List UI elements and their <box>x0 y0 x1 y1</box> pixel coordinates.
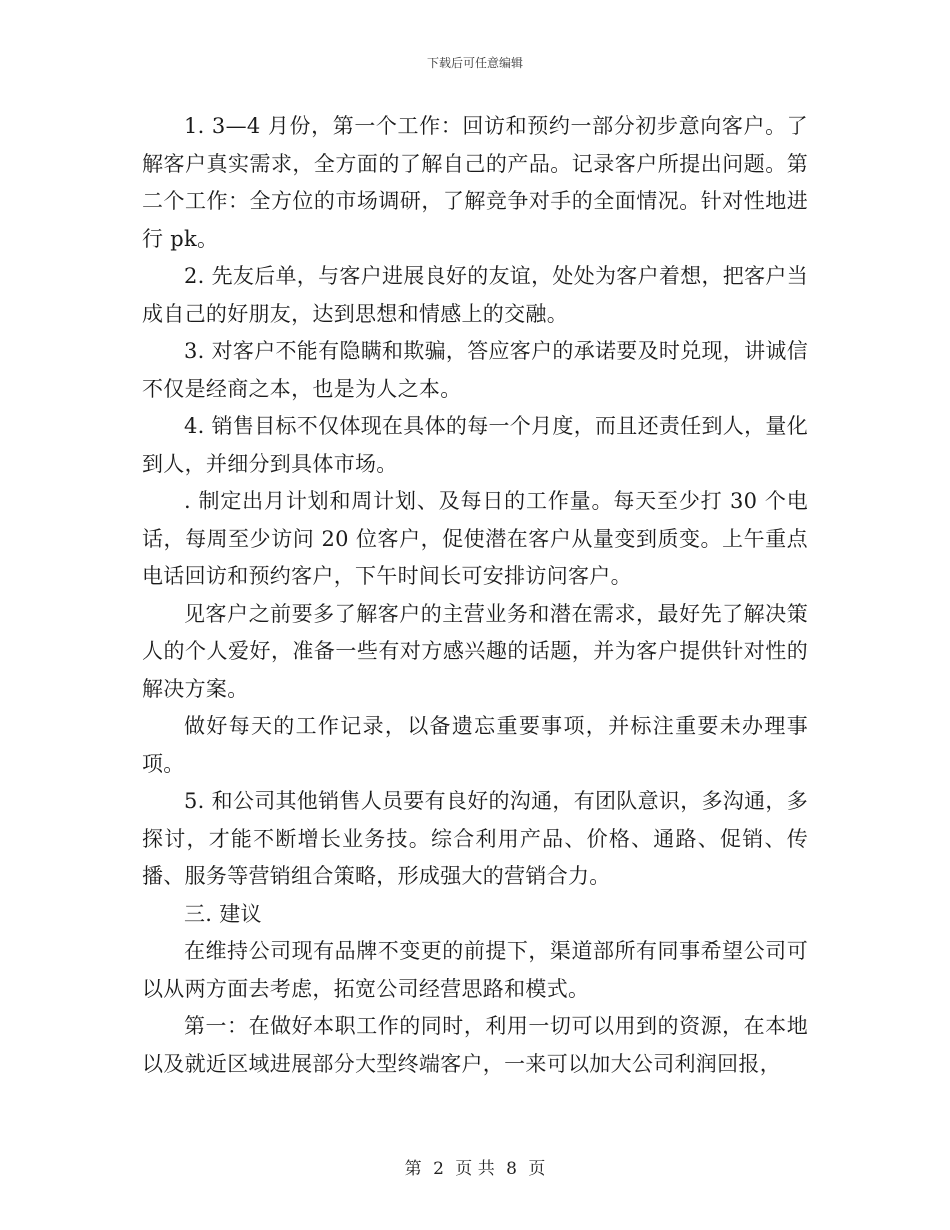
paragraph-8: 5. 和公司其他销售人员要有良好的沟通，有团队意识，多沟通，多探讨，才能不断增长业务技。综合利用产品、价格、通路、促销、传播、服务等营销组合策略，形成强大的营销合力。 <box>142 789 809 888</box>
paragraph-3: 3. 对客户不能有隐瞒和欺骗，答应客户的承诺要及时兑现，讲诚信不仅是经商之本，也是为人之本。 <box>142 339 809 401</box>
paragraph-6: 见客户之前要多了解客户的主营业务和潜在需求，最好先了解决策人的个人爱好，准备一些有对方感兴趣的话题，并为客户提供针对性的解决方案。 <box>142 601 808 701</box>
current-page-number: 2 <box>433 1159 444 1179</box>
paragraph-7: 做好每天的工作记录，以备遗忘重要事项，并标注重要未办理事项。 <box>142 714 808 776</box>
paragraph-4: 4. 销售目标不仅体现在具体的每一个月度，而且还责任到人，量化到人，并细分到具体市场。 <box>142 414 809 476</box>
page-header: 下载后可任意编辑 <box>426 56 523 70</box>
paragraph-10: 第一：在做好本职工作的同时，利用一切可以用到的资源，在本地以及就近区域进展部分大型终端客户，一来可以加大公司利润回报， <box>142 1014 808 1076</box>
page-label-prefix: 第 <box>404 1159 422 1179</box>
paragraph-1: 1. 3—4 月份，第一个工作：回访和预约一部分初步意向客户。了解客户真实需求，全方面的了解自己的产品。记录客户所提出问题。第二个工作：全方位的市场调研，了解竞争对手的全面情况。针对性地进行 pk。 <box>142 114 808 251</box>
section-heading-suggestions: 三. 建议 <box>184 901 262 926</box>
document-body <box>142 108 808 1083</box>
paragraph-2: 2. 先友后单，与客户进展良好的友谊，处处为客户着想，把客户当成自己的好朋友，达到思想和情感上的交融。 <box>142 264 809 326</box>
page-label-mid: 页 共 <box>455 1159 495 1179</box>
paragraph-9: 在维持公司现有品牌不变更的前提下，渠道部所有同事希望公司可以从两方面去考虑，拓宽公司经营思路和模式。 <box>142 939 808 1001</box>
page-label-suffix: 页 <box>528 1159 546 1179</box>
total-page-number: 8 <box>506 1159 517 1179</box>
page-footer <box>0 1154 950 1179</box>
paragraph-5: . 制定出月计划和周计划、及每日的工作量。每天至少打 30 个电话，每周至少访问 20 位客户，促使潜在客户从量变到质变。上午重点电话回访和预约客户，下午时间长可安排访问客户。 <box>142 489 808 588</box>
